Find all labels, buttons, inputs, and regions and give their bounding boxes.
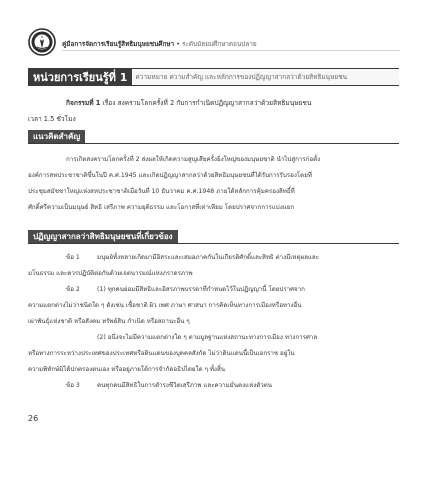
article-2-clause-2-line [28, 330, 399, 346]
ministry-seal-logo [28, 28, 56, 56]
article-continuation: ความพิทักษ์มิได้ปกครองตนเอง หรืออยู่ภายใต้การจำกัดอธิปไตยใด ๆ ทั้งสิ้น [28, 366, 225, 373]
header-separator: • [176, 40, 180, 48]
article-2-line [28, 282, 399, 298]
article-continuation: เผ่าพันธุ์แห่งชาติ หรือสังคม ทรัพย์สิน กำเนิด หรือสถานะอื่น ๆ [28, 318, 190, 325]
article-continuation: มโนธรรม และควรปฏิบัติต่อกันด้วยเจตนารมณ์แห่งภราดรภาพ [28, 270, 193, 277]
book-title: คู่มือการจัดการเรียนรู้สิทธิมนุษยชนศึกษา [62, 40, 175, 48]
paragraph-line: ศักดิ์ศรีความเป็นมนุษย์ สิทธิ เสรีภาพ ความยุติธรรม และโอกาสที่เท่าเทียม โดยปราศจากการแบ่งแยก [28, 204, 295, 211]
key-concept-heading-bar [28, 130, 399, 144]
page-header [28, 28, 400, 58]
unit-label: หน่วยการเรียนรู้ที่ 1 [28, 68, 132, 86]
activity-info [28, 95, 399, 127]
activity-keyword: กิจกรรมที่ [66, 99, 94, 107]
level-label: ระดับมัธยมศึกษาตอนปลาย [182, 40, 257, 48]
unit-banner [28, 68, 399, 86]
article-number: ข้อ 2 [66, 286, 80, 293]
article-text: มนุษย์ทั้งหลายเกิดมามีอิสระและเสมอภาคกันในเกียรติศักดิ์และสิทธิ ต่างมีเหตุผลและ [97, 254, 319, 261]
header-text [62, 39, 257, 49]
header-divider [62, 50, 400, 51]
article-text: คนทุกคนมีสิทธิในการดำรงชีวิตเสรีภาพ และความมั่นคงแห่งตัวตน [97, 382, 272, 389]
unit-title: ความหมาย ความสำคัญ และหลักการของปฏิญญาสากลว่าด้วยสิทธิมนุษยชน [132, 68, 399, 86]
declaration-heading-bar [28, 230, 399, 244]
article-continuation: ความแตกต่างไม่ว่าชนิดใด ๆ ดังเช่น เชื้อชาติ ผิว เพศ ภาษา ศาสนา การคิดเห็นทางการเมืองหรือทางอื่น [28, 302, 302, 309]
article-number: ข้อ 1 [66, 254, 80, 261]
article-1-line [28, 250, 399, 266]
article-text: (1) ทุกคนย่อมมีสิทธิและอิสรภาพบรรดาที่กำหนดไว้ในปฏิญญานี้ โดยปราศจาก [97, 286, 305, 293]
page-number: 26 [28, 414, 39, 423]
article-continuation: หรือทางการระหว่างประเทศของประเทศหรือดินแดนของบุคคลสังกัด ไม่ว่าดินแดนนี้เป็นเอกราช อยู่ใน [28, 350, 295, 357]
activity-topic: เรื่อง สงครามโลกครั้งที่ 2 กับการกำเนิดปฏิญญาสากลว่าด้วยสิทธิมนุษยชน [102, 99, 312, 107]
article-number: ข้อ 3 [66, 382, 80, 389]
activity-number: 1 [95, 99, 101, 107]
declaration-heading: ปฏิญญาสากลว่าสิทธิมนุษยชนที่เกี่ยวข้อง [28, 230, 178, 243]
article-3-line [28, 378, 399, 394]
key-concept-paragraph [28, 152, 399, 216]
activity-duration: เวลา 1.5 ชั่วโมง [28, 115, 76, 123]
paragraph-line: องค์การสหประชาชาติขึ้นในปี ค.ศ.1945 และเกิดปฏิญญาสากลว่าด้วยสิทธิมนุษยชนที่ได้รับการรับรองโดยที่ [28, 172, 312, 179]
declaration-articles [28, 250, 399, 394]
paragraph-line: ประชุมสมัชชาใหญ่แห่งสหประชาชาติเมื่อวันที่ 10 ธันวาคม ค.ศ.1948 ภายใต้หลักการคุ้มครองสิทธิ์ที่ [28, 188, 295, 195]
key-concept-heading: แนวคิดสำคัญ [28, 130, 85, 143]
paragraph-line: การเกิดสงครามโลกครั้งที่ 2 ส่งผลให้เกิดความสูญเสียครั้งยิ่งใหญ่ของมนุษยชาติ นำไปสู่การก่อตั้ง [66, 156, 321, 163]
article-text: (2) อนึ่งจะไม่มีความแตกต่างใด ๆ ตามมูลฐานแห่งสถานะทางการเมือง ทางการศาล [97, 334, 318, 341]
